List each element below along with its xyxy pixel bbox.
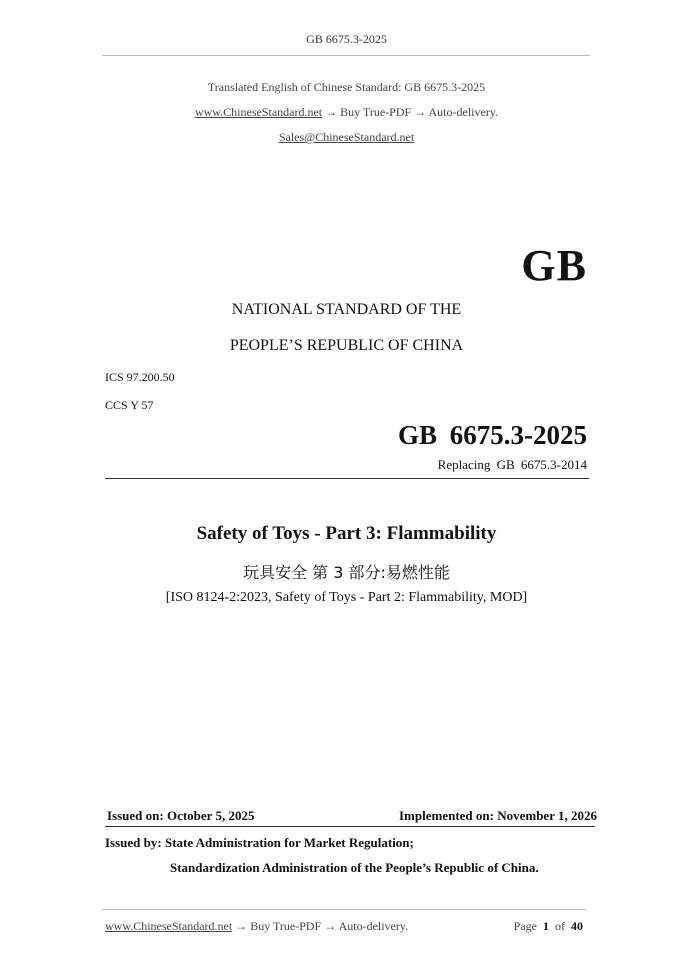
national-standard-line-2: PEOPLE’S REPUBLIC OF CHINA (229, 337, 464, 354)
site-link[interactable]: www.ChineseStandard.net (194, 105, 323, 119)
standard-number: GB 6675.3-2025 (397, 420, 587, 450)
ccs-code: CCS Y 57 (105, 398, 154, 412)
footer-site-link[interactable]: www.ChineseStandard.net (105, 919, 233, 933)
page-current: 1 (543, 919, 549, 933)
iso-reference: [ISO 8124-2:2023, Safety of Toys - Part 2: Flammability, MOD] (165, 590, 528, 605)
implemented-date: Implemented on: November 1, 2026 (399, 808, 597, 823)
buy-notice-line (0, 105, 693, 120)
page-of: of (555, 919, 565, 933)
dates-divider (105, 826, 595, 827)
issued-by-line-1: Issued by: State Administration for Market Regulation; (105, 835, 414, 850)
issued-date: Issued on: October 5, 2025 (107, 808, 255, 823)
title-divider (105, 478, 589, 479)
title-chinese: 玩具安全 第 3 部分:易燃性能 (243, 563, 450, 582)
ics-code: ICS 97.200.50 (105, 370, 175, 384)
issued-by-line-2: Standardization Administration of the People’s Republic of China. (170, 860, 539, 875)
replacing-standard: Replacing GB 6675.3-2014 (437, 457, 587, 472)
title-english: Safety of Toys - Part 3: Flammability (196, 523, 497, 544)
page-total: 40 (571, 919, 583, 933)
footer-rule (102, 909, 586, 910)
sales-email-link[interactable]: Sales@ChineseStandard.net (278, 130, 415, 144)
footer-buy-notice (105, 919, 408, 934)
running-header: GB 6675.3-2025 (306, 32, 387, 46)
gb-mark: GB (521, 241, 587, 290)
page-number (514, 919, 583, 934)
page-label: Page (513, 919, 537, 933)
national-standard-line-1: NATIONAL STANDARD OF THE (231, 301, 462, 318)
buy-notice-text: → Buy True-PDF → Auto-delivery. (322, 105, 499, 119)
translation-notice-line: Translated English of Chinese Standard: GB 6675.3-2025 (207, 80, 486, 94)
email-line (0, 130, 693, 145)
header-rule (102, 55, 590, 56)
footer-buy-text: → Buy True-PDF → Auto-delivery. (232, 919, 409, 933)
